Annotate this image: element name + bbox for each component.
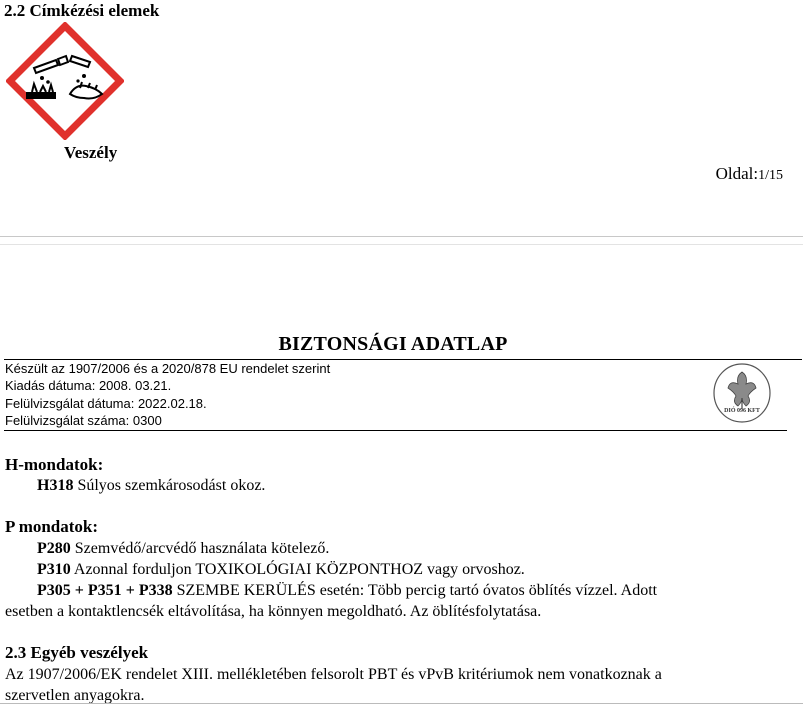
hazard-code: H318 <box>37 477 74 494</box>
precaution-text: Azonnal forduljon TOXIKOLÓGIAI KÖZPONTHOZ vagy orvoshoz. <box>70 561 525 578</box>
precaution-plus: + <box>121 582 139 599</box>
regulation-note: Készült az 1907/2006 és a 2020/878 EU rendelet szerint <box>5 361 331 376</box>
precaution-code: P305 <box>37 582 71 599</box>
precaution-code: P351 <box>87 582 122 599</box>
other-hazards-line-2: szervetlen anyagokra. <box>5 687 145 704</box>
p-statement-p305-p351-p338 <box>37 580 657 601</box>
section-heading-labeling: 2.2 Címkézési elemek <box>4 1 160 20</box>
company-logo <box>712 362 772 424</box>
hazard-text: Súlyos szemkárosodást okoz. <box>73 477 266 494</box>
page-number-label: Oldal: <box>715 164 759 183</box>
page-bottom-rule <box>0 703 803 704</box>
p-statements-heading: P mondatok: <box>5 517 99 536</box>
precaution-text: SZEMBE KERÜLÉS esetén: Több percig tartó óvatos öblítés vízzel. Adott <box>172 582 658 599</box>
other-hazards-heading: 2.3 Egyéb veszélyek <box>5 643 149 662</box>
p-statement-continuation: esetben a kontaktlencsék eltávolítása, ha könnyen megoldható. Az öblítésfolytatása. <box>5 603 542 620</box>
page-number <box>716 164 783 184</box>
precaution-plus: + <box>70 582 88 599</box>
p-statement-p280 <box>37 538 329 559</box>
precaution-code: P310 <box>37 561 71 578</box>
other-hazards-line-1: Az 1907/2006/EK rendelet XIII. mellékletében felsorolt PBT és vPvB kritériumok nem vonatkoznak a <box>5 666 662 683</box>
issue-date: Kiadás dátuma: 2008. 03.21. <box>5 378 172 393</box>
corrosion-pictogram-icon <box>6 22 124 140</box>
p-statement-p310 <box>37 559 525 580</box>
precaution-code: P338 <box>138 582 173 599</box>
revision-date: Felülvizsgálat dátuma: 2022.02.18. <box>5 396 207 411</box>
h-statement-h318 <box>37 475 265 496</box>
precaution-code: P280 <box>37 540 71 557</box>
page-number-value: 1/15 <box>758 168 783 183</box>
h-statements-heading: H-mondatok: <box>5 455 104 474</box>
revision-number: Felülvizsgálat száma: 0300 <box>5 413 162 428</box>
header-rule-bottom <box>4 430 787 431</box>
precaution-text: Szemvédő/arcvédő használata kötelező. <box>70 540 330 557</box>
signal-word: Veszély <box>64 143 118 162</box>
page-break-divider-shadow <box>0 244 803 245</box>
company-logo-text: DIÓ 096 KFT <box>724 408 760 414</box>
document-title: BIZTONSÁGI ADATLAP <box>278 333 508 355</box>
page-break-divider <box>0 236 803 237</box>
